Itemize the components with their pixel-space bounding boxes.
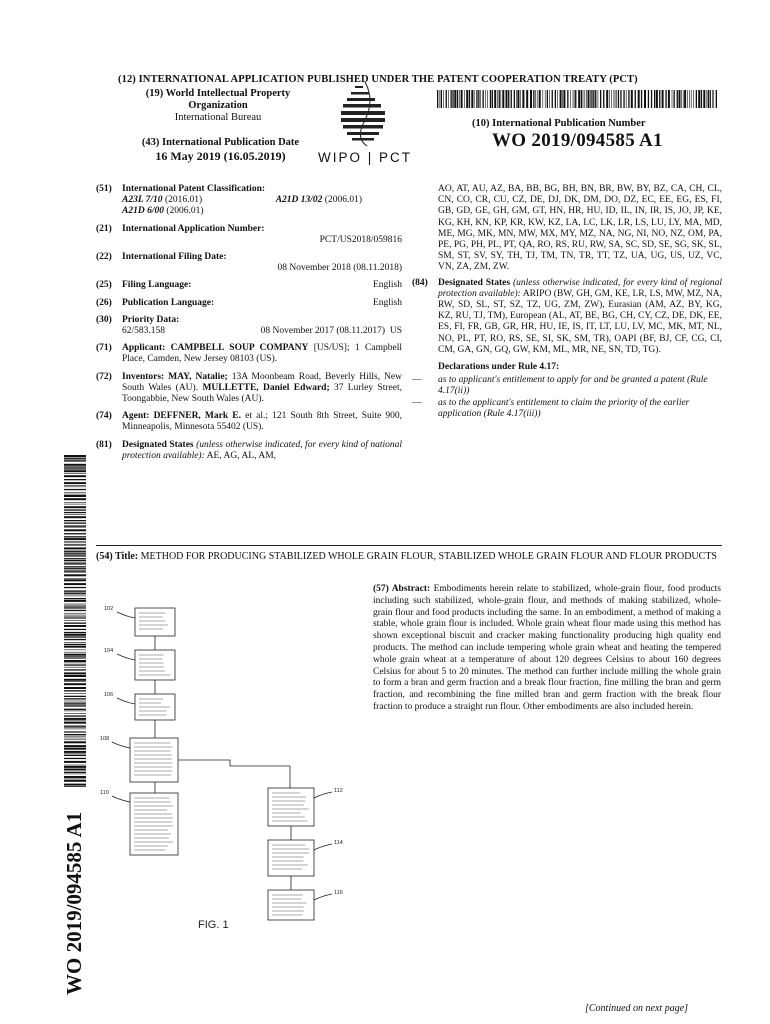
- publication-date-value: 16 May 2019 (16.05.2019): [155, 148, 286, 163]
- application-number: PCT/US2018/059816: [319, 234, 402, 245]
- designated-states-regional: ARIPO (BW, GH, GM, KE, LR, LS, MW, MZ, NA, RW, SD, SL, ST, SZ, TZ, UG, ZM, ZW), Eurasian (AM, AZ, BY, KG, KZ, RU, TJ, TM), European (AL, AT, BE, BG, CH, CY, CZ, DE, DK, EE, ES, FI, FR, GB, GR, HR, HU, IE, IS, IT, LT, LU, LV, MC, MK, MT, NL, NO, PL, PT, RO, RS, SE, SI, SK, SM, TR), OAPI (BF, BJ, CF, CG, CI, CM, GA, GN, GQ, GW, KM, ML, MR, NE, SN, TD, TG).: [438, 288, 723, 355]
- side-publication-number: WO 2019/094585 A1: [62, 811, 86, 995]
- continued-note: [Continued on next page]: [585, 1003, 689, 1014]
- field-label: Designated States: [438, 277, 511, 288]
- flow-arrow: [178, 760, 290, 788]
- leader-line: [112, 796, 130, 802]
- field-number: (25): [96, 280, 112, 291]
- field-number: (21): [96, 223, 112, 234]
- applicant-name: Applicant: CAMPBELL SOUP COMPANY: [122, 343, 309, 354]
- declaration-item: [412, 375, 722, 397]
- flow-box-108: [130, 738, 178, 782]
- leader-line: [112, 742, 130, 748]
- field-26: [96, 298, 402, 309]
- declarations-title: Declarations under Rule 4.17:: [438, 362, 560, 373]
- figure-label: 110: [100, 790, 109, 796]
- field-number: (51): [96, 184, 112, 194]
- flow-box-116: [268, 890, 314, 920]
- declaration-dash: —: [412, 375, 422, 386]
- field-label: International Filing Date:: [122, 252, 227, 263]
- barcode-icon: [437, 90, 717, 108]
- field-label: Filing Language:: [122, 280, 192, 291]
- declaration-item: [412, 398, 722, 420]
- field-label: Priority Data:: [122, 314, 180, 325]
- figure-label: 106: [104, 692, 114, 698]
- inventor-name: MULLETTE, Daniel Edward;: [202, 382, 330, 393]
- title-text: METHOD FOR PRODUCING STABILIZED WHOLE GRAIN FLOUR, STABILIZED WHOLE GRAIN FLOUR AND FLOUR PRODUCTS: [140, 551, 717, 562]
- invention-title: [96, 551, 722, 563]
- leader-line: [117, 612, 135, 618]
- field-84: [412, 278, 722, 356]
- field-81: [96, 440, 402, 462]
- declaration-text: as to applicant's entitlement to apply for and be granted a patent (Rule 4.17(ii)): [438, 375, 708, 397]
- field-number: (71): [96, 343, 112, 354]
- leader-line: [314, 844, 332, 850]
- publication-number-label: (10) International Publication Number: [472, 118, 646, 129]
- figure-label: 116: [334, 890, 343, 896]
- field-number: (81): [96, 439, 112, 450]
- publication-language: English: [372, 297, 402, 308]
- classification-date: (2006.01): [324, 195, 362, 206]
- figure-label: 114: [334, 840, 343, 846]
- field-71: [96, 343, 402, 365]
- figure-label: 112: [334, 788, 343, 794]
- priority-application: 62/583.158: [122, 326, 166, 337]
- filing-date: 08 November 2018 (08.11.2018): [277, 263, 402, 274]
- abstract-text: Embodiments herein relate to stabilized, whole-grain flour, food products including such stabilized, whole-grain flour, and methods of making stabilized, whole-grain flour and food products including the same. In an embodiment, a method of making a stable, whole grain flour is included. Whole grain wheat flour made using this method has shown exceptional biscuit and cracker making functionality producing high quality end products. The method can include tempering whole grain wheat and heating the tempered whole grain wheat at a temperature of about 120 degrees Celsius to about 160 degrees Celsius for about 5 to 20 minutes. The method can further include milling the whole grain to form a bran and germ fraction and a break flour fraction, fine milling the bran and germ fraction, and recombining the fine milled bran and germ fraction with the break flour fraction to produce a straight run flour. Other embodiments are also included herein.: [373, 584, 721, 712]
- field-number: (74): [96, 411, 112, 422]
- field-22: [96, 252, 402, 274]
- field-qualifier: (unless otherwise indicated, for every kind of regional protection available):: [438, 277, 723, 299]
- classification-date: (2006.01): [166, 206, 204, 217]
- publication-number: WO 2019/094585 A1: [492, 130, 663, 151]
- figure-caption: FIG. 1: [198, 919, 229, 931]
- wipo-pct-logo-text: WIPO | PCT: [318, 150, 413, 165]
- field-74: [96, 411, 402, 433]
- inventor-address: 37 Lurley Street, Toongabbie, New South Wales (AU).: [122, 382, 403, 405]
- document-header-title: (12) INTERNATIONAL APPLICATION PUBLISHED UNDER THE PATENT COOPERATION TREATY (PCT): [118, 74, 638, 85]
- field-label: Inventors:: [122, 371, 165, 382]
- field-number: (22): [96, 252, 112, 263]
- field-label: International Patent Classification:: [122, 184, 266, 194]
- declarations: [438, 362, 722, 373]
- flow-box-104: [135, 650, 175, 680]
- publication-date-label: (43) International Publication Date: [141, 137, 300, 148]
- agent-address: et al.; 121 South 8th Street, Suite 900, Minneapolis, Minnesota 55402 (US).: [122, 411, 403, 433]
- bibliographic-right-column: [412, 184, 722, 420]
- field-number: (30): [96, 314, 112, 325]
- priority-country: US: [389, 326, 402, 337]
- flow-box-114: [268, 840, 314, 876]
- leader-line: [117, 654, 135, 660]
- filing-language: English: [372, 280, 402, 291]
- field-label: Designated States: [122, 439, 194, 450]
- field-number: (72): [96, 371, 112, 382]
- field-label: Publication Language:: [122, 297, 215, 308]
- priority-date: 08 November 2017 (08.11.2017): [260, 326, 386, 337]
- field-30: [96, 315, 402, 337]
- flow-box-110: [130, 793, 178, 855]
- applicant-address: [US/US]; 1 Campbell Place, Camden, New Jersey 08103 (US).: [122, 343, 402, 365]
- classification-code: A23L 7/10: [122, 195, 163, 206]
- leader-line: [314, 894, 332, 900]
- field-72: [96, 372, 402, 406]
- leader-line: [117, 698, 135, 704]
- org-line-3: International Bureau: [174, 112, 262, 123]
- inventor-address: 13A Moonbeam Road, Beverly Hills, New South Wales (AU).: [122, 371, 402, 393]
- designated-states-continued: AO, AT, AU, AZ, BA, BB, BG, BH, BN, BR, BW, BY, BZ, CA, CH, CL, CN, CO, CR, CU, CZ, DE, DJ, DK, DM, DO, DZ, EC, EE, EG, ES, FI, GB, GD, GE, GH, GM, GT, HN, HR, HU, ID, IL, IN, IR, IS, JO, JP, KE, KG, KH, KN, KP, KR, KW, KZ, LA, LC, LK, LR, LS, LU, LY, MA, MD, ME, MG, MK, MN, MW, MX, MY, MZ, NA, NG, NI, NO, NZ, OM, PA, PE, PG, PH, PL, PT, QA, RO, RS, RU, RW, SA, SC, SD, SE, SG, SK, SL, SM, ST, SV, SY, TH, TJ, TM, TN, TR, TT, TZ, UA, UG, US, UZ, VC, VN, ZA, ZM, ZW.: [438, 184, 722, 273]
- wipo-organization: [118, 88, 318, 124]
- title-label: (54) Title:: [96, 551, 139, 562]
- publication-date: [118, 137, 323, 162]
- flow-box-112: [268, 788, 314, 826]
- field-21: [96, 224, 402, 246]
- org-line-2: Organization: [188, 100, 248, 111]
- field-51: [96, 184, 402, 218]
- leader-line: [314, 792, 332, 798]
- field-number: (26): [96, 297, 112, 308]
- declaration-dash: —: [412, 397, 422, 408]
- declaration-text: as to the applicant's entitlement to claim the priority of the earlier application (Rule 4.17(iii)): [438, 397, 690, 419]
- field-label: International Application Number:: [122, 223, 265, 234]
- section-divider: [96, 545, 722, 546]
- figure-label: 102: [104, 606, 114, 612]
- figure-label: 108: [100, 736, 110, 742]
- inventor-name: MAY, Natalie;: [168, 371, 228, 382]
- agent-name: Agent: DEFFNER, Mark E.: [122, 411, 241, 422]
- designated-states-national: AE, AG, AL, AM,: [206, 450, 277, 461]
- classification-code: A21D 13/02: [275, 195, 323, 206]
- abstract: [373, 584, 721, 714]
- bibliographic-left-column: [96, 184, 402, 468]
- figure-1-flowchart: [100, 598, 360, 943]
- side-barcode-icon: [64, 455, 86, 787]
- flow-box-102: [135, 608, 175, 636]
- abstract-label: (57) Abstract:: [373, 584, 431, 594]
- classification-code: A21D 6/00: [122, 206, 164, 217]
- org-line-1: (19) World Intellectual Property: [145, 88, 291, 99]
- field-number: (84): [412, 277, 428, 288]
- figure-label: 104: [104, 648, 114, 654]
- classification-date: (2016.01): [164, 195, 203, 206]
- field-qualifier: (unless otherwise indicated, for every kind of national protection available):: [122, 439, 402, 461]
- field-25: [96, 280, 402, 291]
